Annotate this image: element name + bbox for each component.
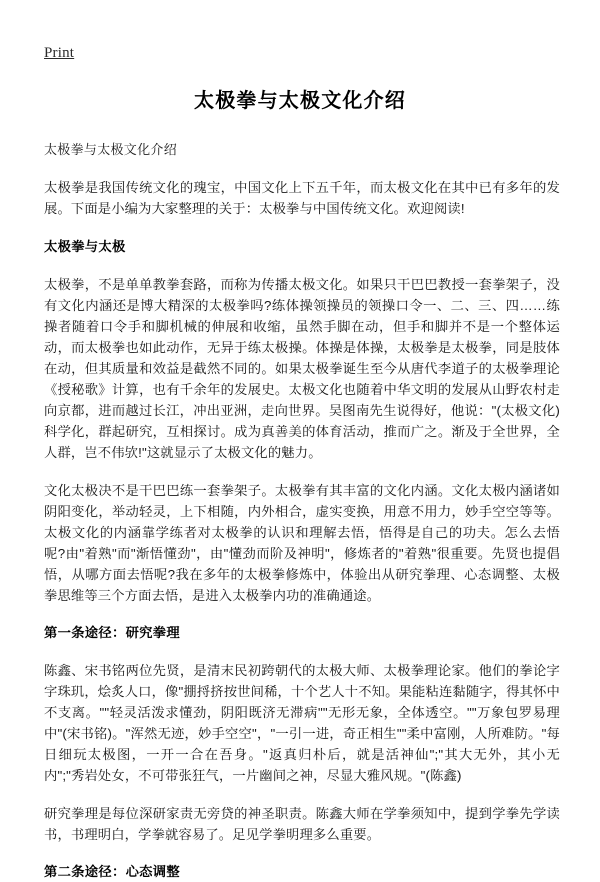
section-heading-path-one: 第一条途径：研究拳理 [44, 625, 180, 640]
intro-paragraph: 太极拳是我国传统文化的瑰宝，中国文化上下五千年，而太极文化在其中已有多年的发展。下面是小编为大家整理的关于：太极拳与中国传统文化。欢迎阅读! [44, 180, 560, 216]
document-subtitle: 太极拳与太极文化介绍 [44, 142, 178, 157]
section-heading-taijiquan-yu-taiji: 太极拳与太极 [44, 239, 126, 254]
section-heading-path-two: 第二条途径：心态调整 [44, 864, 180, 879]
print-button[interactable]: Print [44, 45, 75, 61]
paragraph-1: 太极拳，不是单单教拳套路，而称为传播太极文化。如果只干巴巴教授一套拳架子，没有文化内涵还是博大精深的太极拳吗?练体操领操员的领操口令一、二、三、四……练操者随着口令手和脚机械的伸展和收缩，虽然手脚在动，但手和脚并不是一个整体运动，而太极拳也如此动作，无异于练太极操。体操是体操，太极拳是太极拳，同是肢体在动，但其质量和效益是截然不同的。如果太极拳诞生至今从唐代李道子的太极拳理论《授秘歌》计算，也有千余年的发展史。太极文化也随着中华文明的发展从山野农村走向京都，进而越过长江，冲出亚洲，走向世界。吴图南先生说得好，他说："(太极文化)科学化，群起研究，互相探讨。成为真善美的体育活动，推而广之。渐及于全世界，全人群，岂不伟欤!"这就显示了太极文化的魅力。 [44, 277, 560, 460]
paragraph-2: 文化太极决不是干巴巴练一套拳架子。太极拳有其丰富的文化内涵。文化太极内涵诸如阴阳变化，举动轻灵，上下相随，内外相合，虚实变换，用意不用力，妙手空空等等。太极文化的内涵靠学练者对太极拳的认识和理解去悟，悟得是自己的功夫。怎么去悟呢?由"着熟"而"渐悟懂劲"，由"懂劲而阶及神明"，修炼者的"着熟"很重要。先贤也提倡悟，从哪方面去悟呢?我在多年的太极拳修炼中，体验出从研究拳理、心态调整、太极拳思维等三个方面去悟，是进入太极拳内功的准确通途。 [44, 483, 560, 603]
paragraph-3: 陈鑫、宋书铭两位先贤，是清末民初跨朝代的太极大师、太极拳理论家。他们的拳论字字珠玑，烩炙人口，像"掤捋挤按世间稀，十个艺人十不知。果能粘连黏随字，得其怀中不支离。""轻灵活泼求懂劲，阴阳既济无滞病""无形无象，全体透空。""万象包罗易理中"(宋书铭)。"浑然无迹，妙手空空"，"一引一进，奇正相生""柔中富刚，人所难防。"每日细玩太极图，一开一合在吾身。"返真归朴后，就是活神仙";"其大无外，其小无内";"秀岩处女，不可带张狂气，一片幽间之神，尽显大雅风规。"(陈鑫) [44, 663, 560, 783]
page-title: 太极拳与太极文化介绍 [194, 90, 406, 112]
paragraph-4: 研究拳理是每位深研家责无旁贷的神圣职责。陈鑫大师在学拳须知中，提到学拳先学读书，书理明白，学拳就容易了。足见学拳明理多么重要。 [44, 806, 560, 842]
